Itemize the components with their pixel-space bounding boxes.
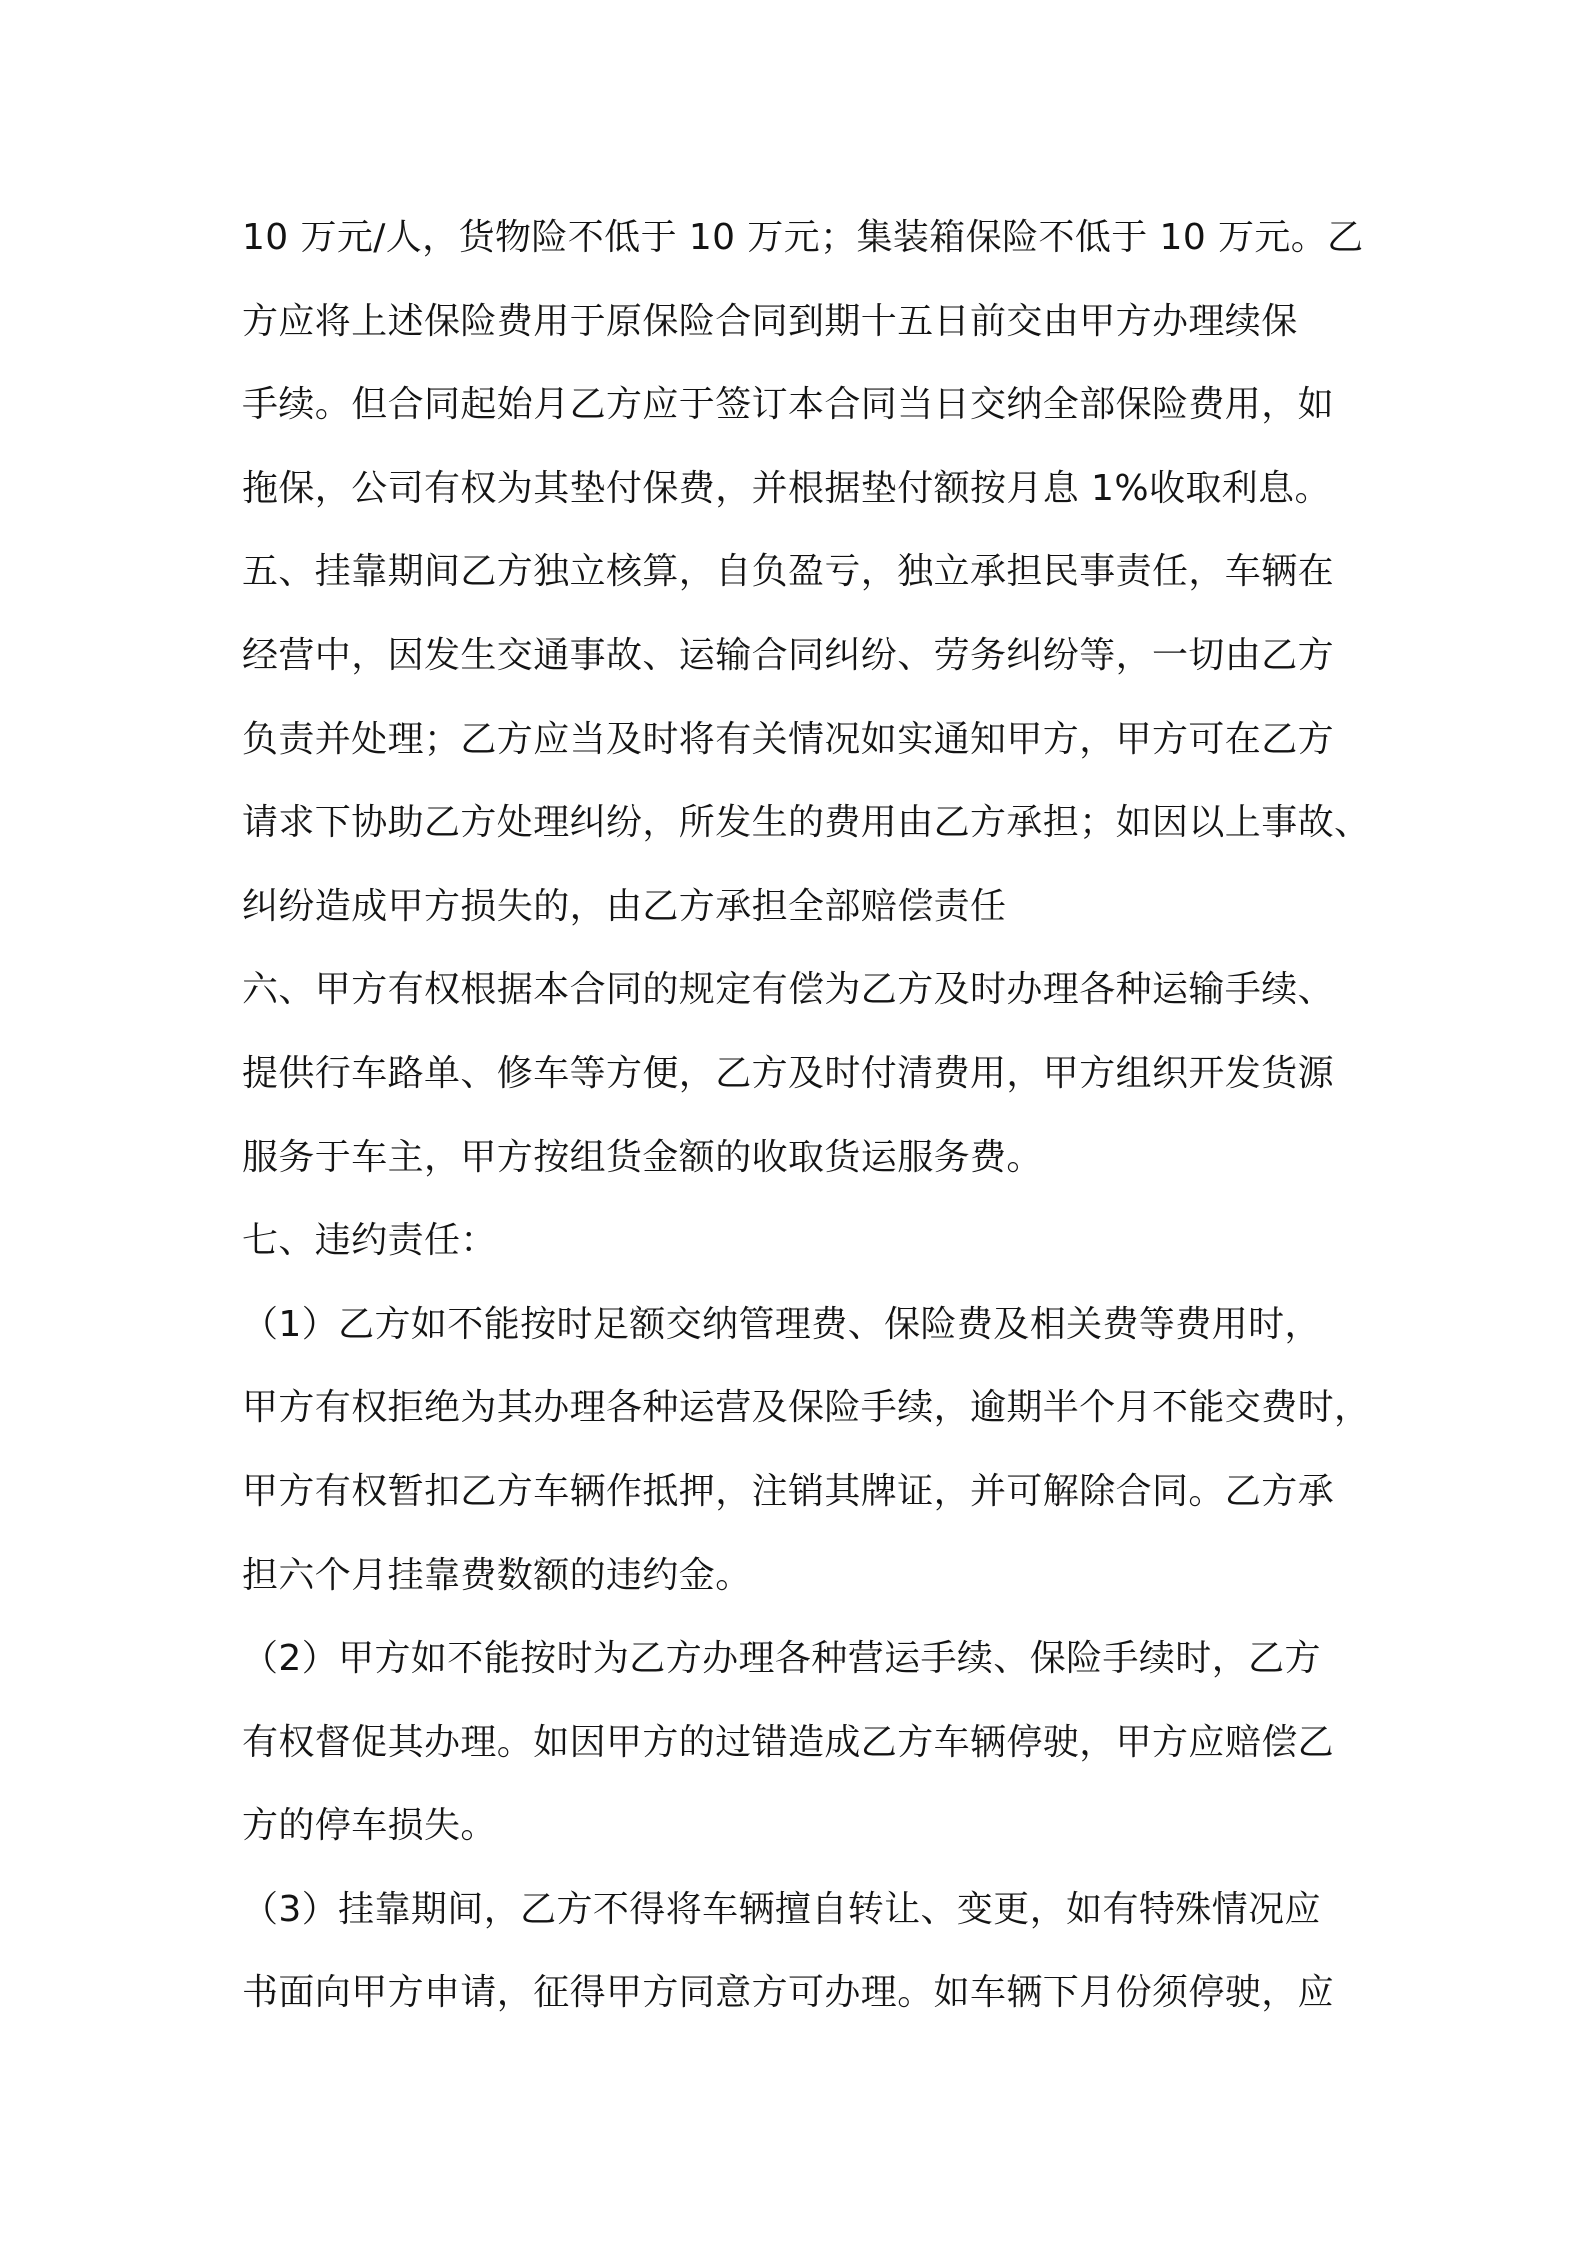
text-line: 经营中，因发生交通事故、运输合同纠纷、劳务纠纷等，一切由乙方 [242,634,1335,676]
text-line: 书面向甲方申请，征得甲方同意方可办理。如车辆下月份须停驶，应 [242,1972,1335,2014]
text-line: 纠纷造成甲方损失的，由乙方承担全部赔偿责任 [242,885,1007,927]
clause-3-line: （3）挂靠期间，乙方不得将车辆擅自转让、变更，如有特殊情况应 [242,1888,1321,1930]
document-body [242,196,1372,2035]
text-line: 拖保，公司有权为其垫付保费，并根据垫付额按月息 1%收取利息。 [242,467,1331,509]
text-line: 手续。但合同起始月乙方应于签订本合同当日交纳全部保险费用，如 [242,384,1335,426]
text-line: 甲方有权暂扣乙方车辆作抵押，注销其牌证，并可解除合同。乙方承 [242,1470,1335,1512]
text-line: 有权督促其办理。如因甲方的过错造成乙方车辆停驶，甲方应赔偿乙 [242,1721,1335,1763]
text-line: 请求下协助乙方处理纠纷，所发生的费用由乙方承担；如因以上事故、 [242,802,1371,844]
text-line: 方应将上述保险费用于原保险合同到期十五日前交由甲方办理续保 [242,300,1298,342]
text-line: 10 万元/人，货物险不低于 10 万元；集装箱保险不低于 10 万元。乙 [242,217,1364,258]
section-7-heading: 七、违约责任： [242,1220,497,1262]
clause-2-line: （2）甲方如不能按时为乙方办理各种营运手续、保险手续时，乙方 [242,1638,1321,1680]
section-5-heading-line: 五、挂靠期间乙方独立核算，自负盈亏，独立承担民事责任，车辆在 [242,551,1335,593]
text-line: 提供行车路单、修车等方便，乙方及时付清费用，甲方组织开发货源 [242,1052,1335,1094]
section-6-heading-line: 六、甲方有权根据本合同的规定有偿为乙方及时办理各种运输手续、 [242,969,1335,1011]
text-line: 负责并处理；乙方应当及时将有关情况如实通知甲方，甲方可在乙方 [242,718,1335,760]
text-line: 方的停车损失。 [242,1805,497,1847]
clause-1-line: （1）乙方如不能按时足额交纳管理费、保险费及相关费等费用时， [242,1303,1321,1345]
text-line: 服务于车主，甲方按组货金额的收取货运服务费。 [242,1136,1043,1178]
text-line: 担六个月挂靠费数额的违约金。 [242,1554,752,1596]
text-line: 甲方有权拒绝为其办理各种运营及保险手续，逾期半个月不能交费时， [242,1387,1371,1429]
